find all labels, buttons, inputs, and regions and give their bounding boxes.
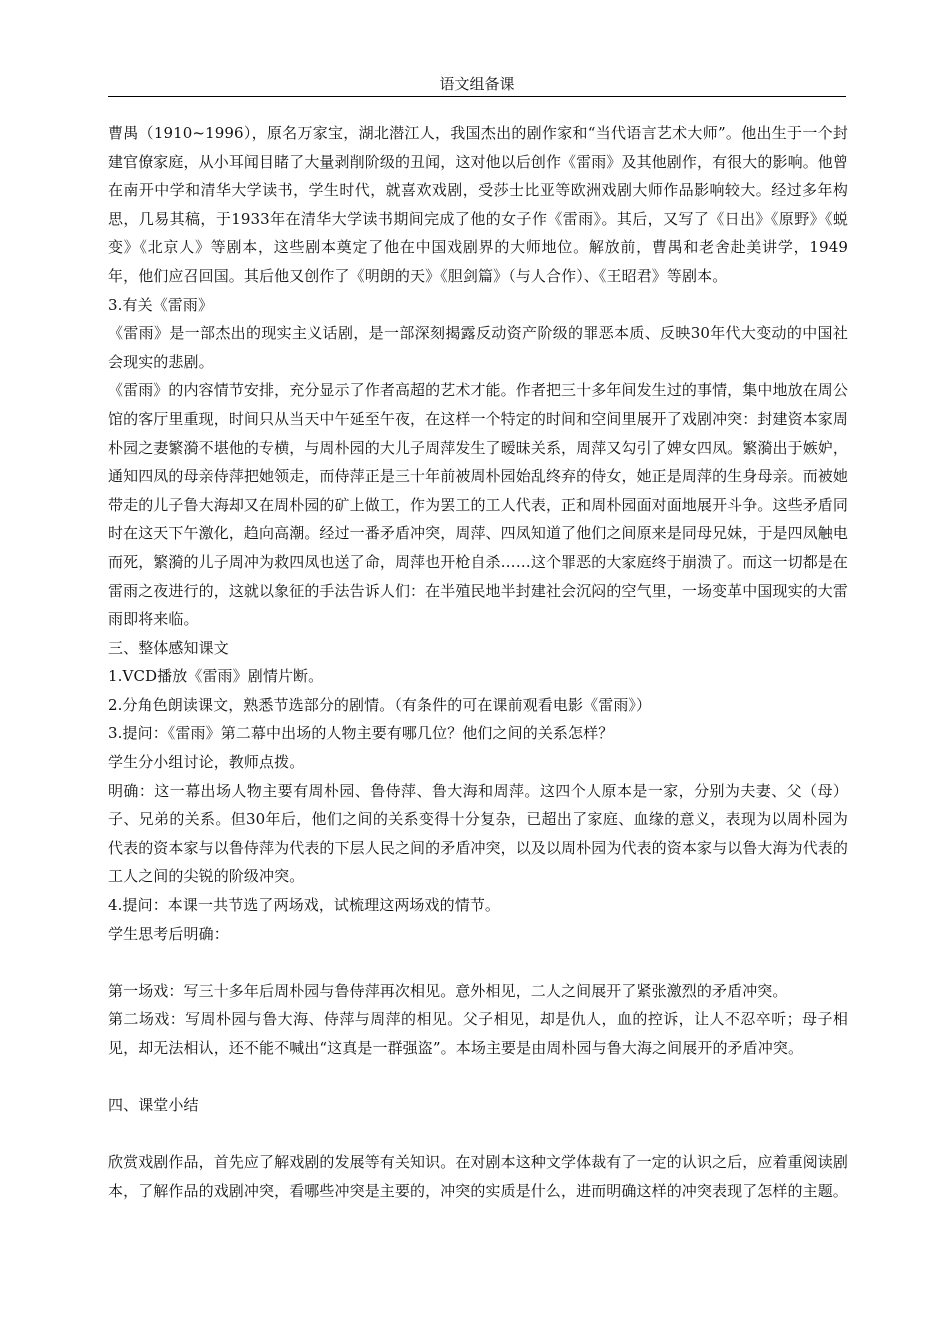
blank-line (108, 948, 848, 977)
section-heading-overall: 三、整体感知课文 (108, 638, 229, 657)
blank-line (108, 1063, 848, 1092)
list-item-role-reading: 2.分角色朗读课文，熟悉节选部分的剧情。（有条件的可在课前观看电影《雷雨》） (108, 695, 652, 714)
paragraph-leiyu-plot: 《雷雨》的内容情节安排，充分显示了作者高超的艺术才能。作者把三十多年间发生过的事情，集中地放在周公馆的客厅里重现，时间只从当天中午延至午夜，在这样一个特定的时间和空间里展开了戏剧冲突：封建资本家周朴园之妻繁漪不堪他的专横，与周朴园的大儿子周萍发生了暧昧关系，周萍又勾引了婢女四凤。繁漪出于嫉妒，通知四凤的母亲侍萍把她领走，而侍萍正是三十年前被周朴园始乱终弃的侍女，她正是周萍的生身母亲。而被她带走的儿子鲁大海却又在周朴园的矿上做工，作为罢工的工人代表，正和周朴园面对面地展开斗争。这些矛盾同时在这天下午激化，趋向高潮。经过一番矛盾冲突，周萍、四凤知道了他们之间原来是同母兄妹，于是四凤触电而死，繁漪的儿子周冲为救四凤也送了命，周萍也开枪自杀……这个罪恶的大家庭终于崩溃了。而这一切都是在雷雨之夜进行的，这就以象征的手法告诉人们：在半殖民地半封建社会沉闷的空气里，一场变革中国现实的大雷雨即将来临。 (108, 381, 848, 629)
paragraph-leiyu-intro: 《雷雨》是一部杰出的现实主义话剧，是一部深刻揭露反动资产阶级的罪恶本质、反映30年代大变动的中国社会现实的悲剧。 (108, 324, 848, 371)
list-item-vcd: 1.VCD播放《雷雨》剧情片断。 (108, 667, 324, 686)
list-item-question-scenes: 4.提问：本课一共节选了两场戏，试梳理这两场戏的情节。 (108, 896, 501, 915)
page-header: 语文组备课 (439, 75, 515, 93)
section-heading-summary: 四、课堂小结 (108, 1096, 199, 1115)
list-item-question-characters: 3.提问：《雷雨》第二幕中出场的人物主要有哪几位？他们之间的关系怎样？ (108, 724, 614, 743)
document-body (108, 119, 848, 1206)
paragraph-scene-one: 第一场戏：写三十多年后周朴园与鲁侍萍再次相见。意外相见，二人之间展开了紧张激烈的矛盾冲突。 (108, 981, 788, 1000)
section-heading-leiyu: 3.有关《雷雨》 (108, 295, 214, 314)
paragraph-summary: 欣赏戏剧作品，首先应了解戏剧的发展等有关知识。在对剧本这种文学体裁有了一定的认识之后，应着重阅读剧本，了解作品的戏剧冲突，看哪些冲突是主要的，冲突的实质是什么，进而明确这样的冲突表现了怎样的主题。 (108, 1153, 848, 1200)
paragraph-author-bio: 曹禺（1910~1996），原名万家宝，湖北潜江人，我国杰出的剧作家和“当代语言艺术大师”。他出生于一个封建官僚家庭，从小耳闻目睹了大量剥削阶级的丑闻，这对他以后创作《雷雨》及其他剧作，有很大的影响。他曾在南开中学和清华大学读书，学生时代，就喜欢戏剧，受莎士比亚等欧洲戏剧大师作品影响较大。经过多年构思，几易其稿，于1933年在清华大学读书期间完成了他的女子作《雷雨》。其后，又写了《日出》《原野》《蜕变》《北京人》等剧本，这些剧本奠定了他在中国戏剧界的大师地位。解放前，曹禺和老舍赴美讲学，1949年，他们应召回国。其后他又创作了《明朗的天》《胆剑篇》（与人合作）、《王昭君》等剧本。 (108, 124, 848, 285)
header-divider (108, 96, 846, 97)
blank-line (108, 1120, 848, 1149)
paragraph-student-thinking: 学生思考后明确： (108, 924, 229, 943)
paragraph-clarification: 明确：这一幕出场人物主要有周朴园、鲁侍萍、鲁大海和周萍。这四个人原本是一家，分别为夫妻、父（母）子、兄弟的关系。但30年后，他们之间的关系变得十分复杂，已超出了家庭、血缘的意义，表现为以周朴园为代表的资本家与以鲁侍萍为代表的下层人民之间的矛盾冲突，以及以周朴园为代表的资本家与以鲁大海为代表的工人之间的尖锐的阶级冲突。 (108, 781, 848, 886)
paragraph-group-discussion: 学生分小组讨论，教师点拨。 (108, 753, 305, 772)
paragraph-scene-two: 第二场戏：写周朴园与鲁大海、侍萍与周萍的相见。父子相见，却是仇人，血的控诉，让人不忍卒听；母子相见，却无法相认，还不能不喊出“这真是一群强盗”。本场主要是由周朴园与鲁大海之间展开的矛盾冲突。 (108, 1010, 848, 1057)
